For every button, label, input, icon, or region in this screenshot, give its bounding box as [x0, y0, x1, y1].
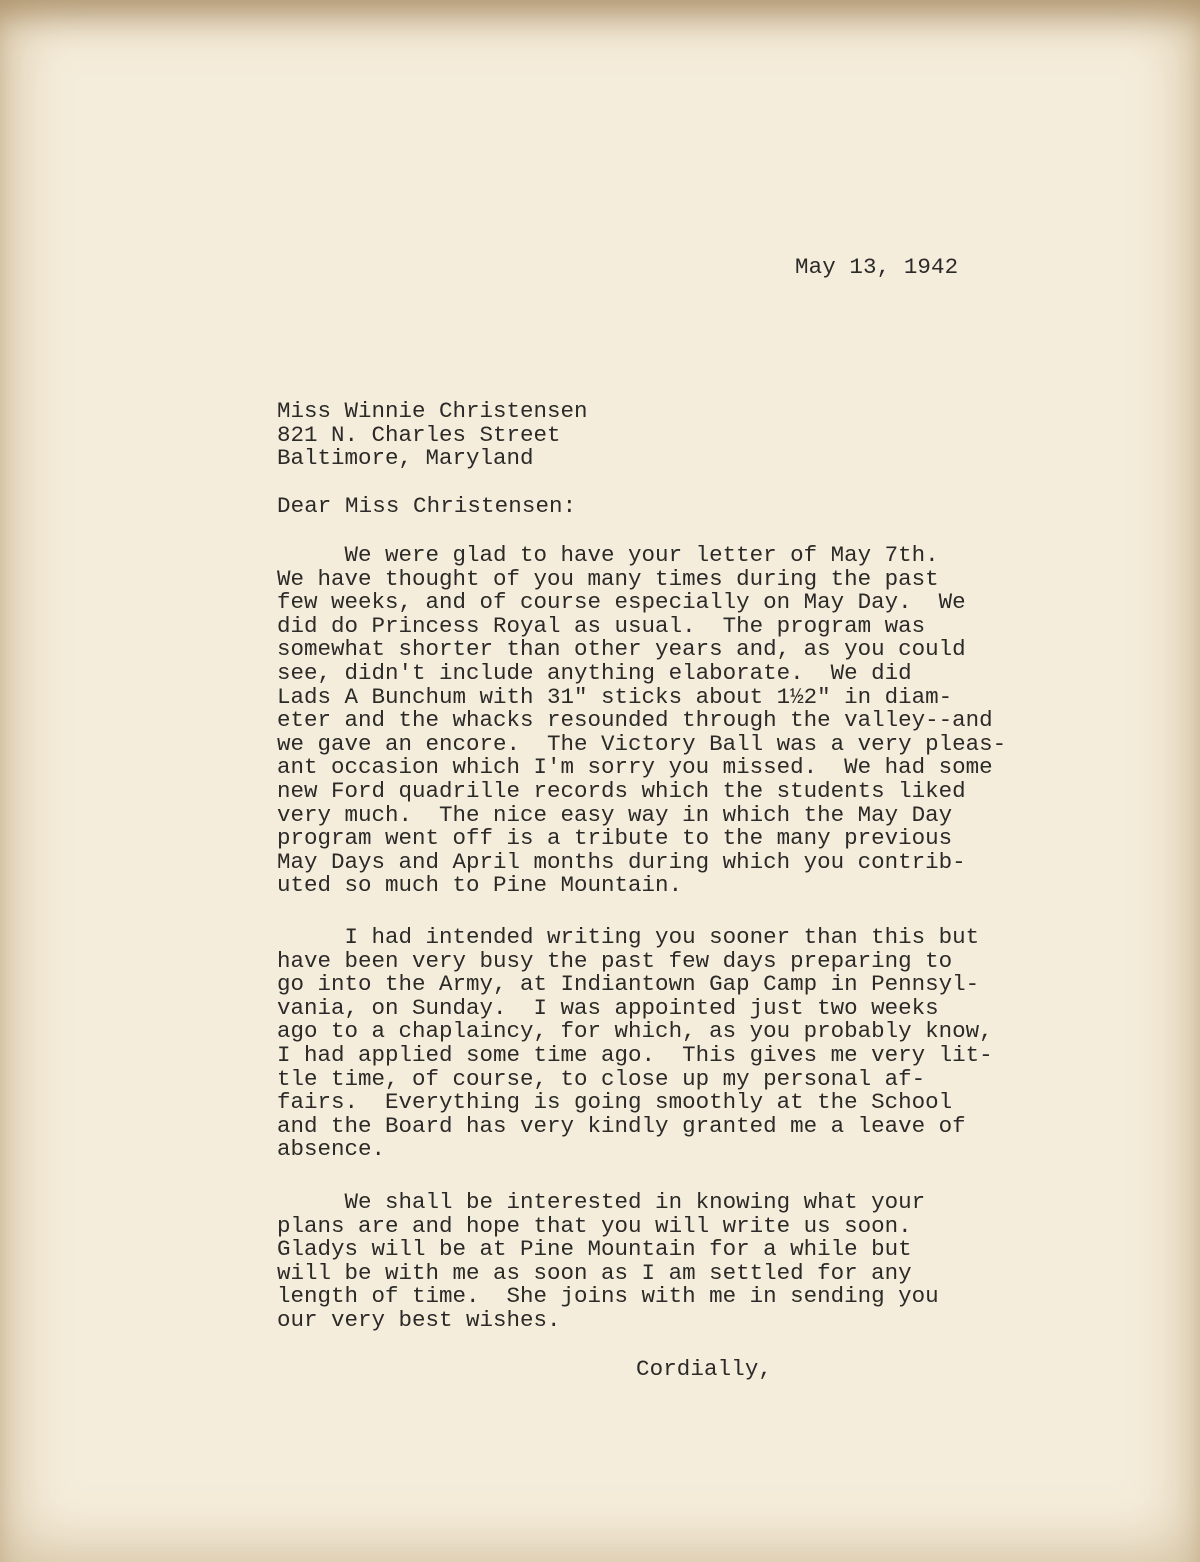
- paragraph-1: [277, 544, 1006, 898]
- letter-line: plans are and hope that you will write us soon.: [277, 1212, 912, 1239]
- letter-line: did do Princess Royal as usual. The program was: [277, 612, 926, 639]
- letter-line: I had applied some time ago. This gives me very lit-: [277, 1041, 993, 1068]
- letter-line: Gladys will be at Pine Mountain for a while but: [277, 1236, 912, 1263]
- letter-line: very much. The nice easy way in which the May Day: [277, 801, 953, 828]
- letter-date: May 13, 1942: [795, 254, 959, 280]
- letter-line: and the Board has very kindly granted me a leave of: [277, 1112, 966, 1139]
- letter-line: length of time. She joins with me in sending you: [277, 1283, 939, 1310]
- closing: Cordially,: [636, 1356, 773, 1382]
- letter-line: We have thought of you many times during the past: [277, 565, 939, 592]
- letter-line: ant occasion which I'm sorry you missed. We had some: [277, 754, 993, 781]
- letter-line: vania, on Sunday. I was appointed just two weeks: [277, 994, 939, 1021]
- address-line: Baltimore, Maryland: [277, 445, 534, 472]
- letter-line: fairs. Everything is going smoothly at the School: [277, 1089, 953, 1116]
- letter-line: ago to a chaplaincy, for which, as you probably know,: [277, 1018, 993, 1045]
- letter-line: we gave an encore. The Victory Ball was a very pleas-: [277, 730, 1007, 757]
- letter-line: We shall be interested in knowing what your: [277, 1189, 926, 1215]
- paragraph-3: [277, 1191, 939, 1333]
- letter-line: new Ford quadrille records which the students liked: [277, 777, 966, 804]
- letter-line: will be with me as soon as I am settled for any: [277, 1259, 912, 1286]
- letter-line: We were glad to have your letter of May 7th.: [277, 542, 939, 568]
- letter-line: tle time, of course, to close up my personal af-: [277, 1065, 926, 1092]
- letter-line: program went off is a tribute to the many previous: [277, 825, 953, 852]
- letter-line: absence.: [277, 1136, 386, 1163]
- letter-line: I had intended writing you sooner than this but: [277, 924, 980, 950]
- letter-line: uted so much to Pine Mountain.: [277, 872, 683, 899]
- salutation: Dear Miss Christensen:: [277, 493, 577, 519]
- letter-line: our very best wishes.: [277, 1306, 561, 1333]
- letter-line: go into the Army, at Indiantown Gap Camp in Pennsyl-: [277, 971, 980, 998]
- recipient-address: [277, 400, 588, 471]
- letter-line: see, didn't include anything elaborate. We did: [277, 659, 912, 686]
- address-line: Miss Winnie Christensen: [277, 398, 588, 424]
- letter-line: eter and the whacks resounded through the valley--and: [277, 707, 993, 734]
- paragraph-2: [277, 926, 993, 1162]
- letter-line: somewhat shorter than other years and, as you could: [277, 636, 966, 663]
- letter-line: few weeks, and of course especially on May Day. We: [277, 589, 966, 616]
- letter-line: May Days and April months during which you contrib-: [277, 848, 966, 875]
- letter-line: have been very busy the past few days preparing to: [277, 947, 953, 974]
- address-line: 821 N. Charles Street: [277, 421, 561, 448]
- letter-line: Lads A Bunchum with 31" sticks about 1½2" in diam-: [277, 683, 953, 710]
